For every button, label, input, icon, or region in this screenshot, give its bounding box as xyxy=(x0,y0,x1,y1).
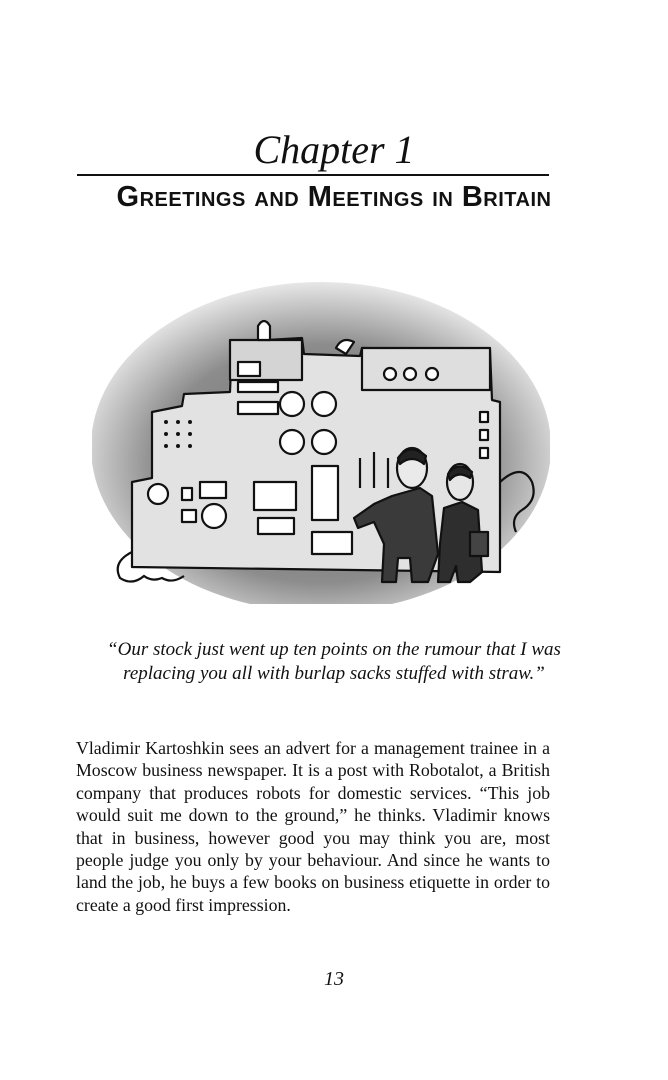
cartoon-illustration xyxy=(92,282,550,604)
screen-panel xyxy=(254,482,296,510)
chapter-title: Greetings and Meetings in Britain xyxy=(116,181,552,213)
page-number: 13 xyxy=(324,968,344,990)
paragraph-text: Vladimir Kartoshkin sees an advert for a management trainee in a Moscow business newspaper. It is a post with Robotalot, a British company that produces robots for domestic services. “This job would suit me down to the ground,” he thinks. Vladimir knows that in business, however good you may think you are, most people judge you only by your behaviour. And since he wants to land the job, he buys a few books on business etiquette in order to create a good first impression. xyxy=(76,738,550,915)
body-paragraph xyxy=(76,737,550,916)
illustration-caption: “Our stock just went up ten points on the rumour that I was replacing you all with burlap sacks stuffed with straw.” xyxy=(107,639,561,684)
briefcase-icon xyxy=(470,532,488,556)
tape-reel-icon xyxy=(280,392,304,416)
chapter-label: Chapter 1 xyxy=(253,127,415,172)
chapter-divider xyxy=(77,174,549,176)
beacon-icon xyxy=(258,321,270,340)
